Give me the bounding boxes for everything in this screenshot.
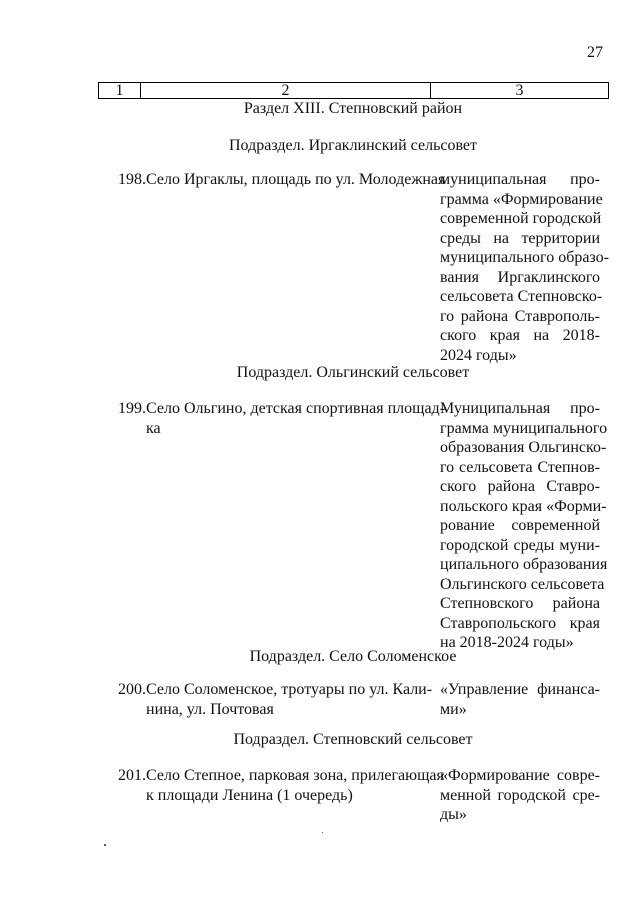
entry-place-line: Село Иргаклы, площадь по ул. Молодежная: [146, 171, 446, 188]
entry-program-line: ми»: [440, 700, 467, 718]
entry-place-line: Село Соломенское, тротуары по ул. Кали-: [146, 681, 433, 698]
entry-program-line: муниципальная про-: [440, 171, 600, 188]
entry-place: [146, 170, 446, 190]
column-header-row: [99, 83, 609, 99]
entry-program-line: образования Ольгинско-: [440, 439, 607, 456]
entry-program-line: ды»: [440, 806, 467, 823]
entry-program-line: Степновского района: [440, 595, 600, 612]
entry-program: [440, 170, 609, 365]
entry-number: 200.: [118, 681, 146, 698]
entry-place-line: ка: [146, 419, 161, 437]
entry-program-line: рование современной: [440, 517, 600, 534]
entry-program-line: ского района Ставро-: [440, 478, 600, 495]
entry-program-line: среды на территории: [440, 229, 600, 247]
page-number: 27: [587, 44, 603, 61]
column-header-table: [98, 82, 609, 99]
column-header-2: 2: [141, 83, 431, 99]
entry-place: [146, 399, 446, 438]
subsection-title: Подраздел. Ольгинский сельсовет: [236, 364, 470, 381]
entry-program: [440, 680, 600, 719]
entry-program-line: на 2018-2024 годы»: [440, 634, 574, 651]
entry-program-line: муниципального образо-: [440, 249, 609, 266]
entry-program-line: Ольгинского сельсовета: [440, 575, 605, 593]
entry-program-line: го района Ставрополь-: [440, 307, 600, 325]
entry-program-line: «Формирование совре-: [440, 767, 600, 784]
entry-program: [440, 766, 600, 825]
subsection-title: Подраздел. Иргаклинский сельсовет: [228, 137, 478, 154]
entry-place-line: Село Ольгино, детская спортивная площад-: [146, 400, 446, 417]
entry-place: [146, 680, 433, 719]
entry-program-line: ципального образования: [440, 556, 608, 573]
entry-program-line: Ставропольского края: [440, 614, 600, 632]
entry-program-line: городской среды муни-: [440, 536, 600, 554]
entry-program-line: ского края на 2018-: [440, 327, 600, 344]
entry-program-line: вания Иргаклинского: [440, 268, 600, 286]
column-header-1: 1: [99, 83, 141, 99]
entry-number: 201.: [118, 767, 146, 784]
entry-program-line: сельсовета Степновско-: [440, 288, 603, 305]
entry-number: 198.: [118, 171, 146, 188]
entry-number: 199.: [118, 400, 146, 417]
entry-place: [146, 766, 444, 805]
subsection-title: Подраздел. Село Соломенское: [249, 648, 457, 665]
subsection-title: Подраздел. Степновский сельсовет: [233, 731, 473, 748]
entry-program-line: грамма муниципального: [440, 419, 608, 437]
scan-speck: [322, 832, 323, 833]
entry-program-line: «Управление финанса-: [440, 681, 600, 698]
entry-program-line: менной городской сре-: [440, 786, 600, 804]
column-header-3: 3: [431, 83, 609, 99]
entry-place-line: к площади Ленина (1 очередь): [146, 786, 353, 804]
entry-program-line: го сельсовета Степнов-: [440, 458, 600, 476]
entry-place-line: нина, ул. Почтовая: [146, 700, 274, 718]
scan-speck: [104, 844, 106, 846]
entry-program: [440, 399, 608, 653]
entry-place-line: Село Степное, парковая зона, прилегающая: [146, 767, 444, 784]
entry-program-line: грамма «Формирование: [440, 190, 603, 208]
section-title: Раздел XIII. Степновский район: [243, 100, 463, 117]
entry-program-line: современной городской: [440, 210, 602, 227]
entry-program-line: Муниципальная про-: [440, 400, 600, 417]
entry-program-line: 2024 годы»: [440, 346, 517, 364]
entry-program-line: польского края «Форми-: [440, 497, 607, 515]
